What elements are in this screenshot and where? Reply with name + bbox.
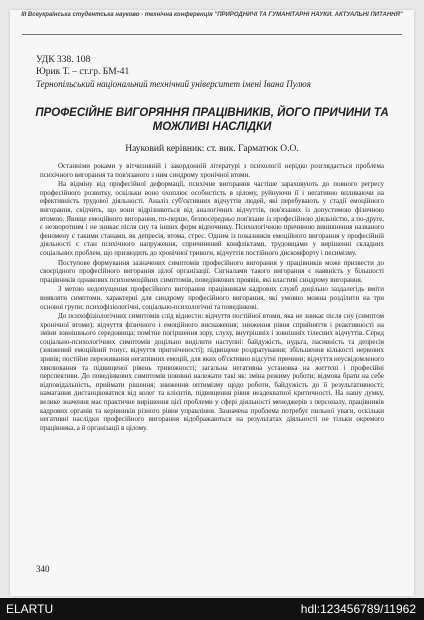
supervisor-line: Науковий керівник: ст. вик. Гарматюк О.О. <box>125 144 299 154</box>
body-paragraph: Поступове формування зазначених симптомів професійного вигорання у працівників може призвести до своєрідного професійного вигорання цілої організації. Сигналами такого вигорання є наявність у більшості працівників однакових психоемоційних симптомів, поведінкових проявів, які властиві синдрому вигорання. <box>40 258 384 284</box>
page-number: 340 <box>36 564 50 574</box>
body-paragraph: До психофізіологічних симптомів слід віднести: відчуття постійної втоми, яка не зникає після сну (симптом хронічної втоми); відчуття фізичного і емоційного виснаження; зниження рівня сприйняття і реактивності на зміни зовнішнього середовища; помітне погіршення зору, слуху, внутрішніх і зовнішніх тілесних відчуттів. Серед соціально-психологічних симптомів доцільно виділити наступні: байдужість, нудьга, пасивність та депресія (знижений емоційний тонус, відчуття пригніченості); підвищене роздратування; збільшення кількості нервових зривів; постійне переживання негативних емоцій, для яких об'єктивно відсутні причини; відчуття неусвідомленого хвилювання та підвищеної рівень тривожності; загальна негативна установка на життєві і професійні перспективи. До поведінкових симптомів повинні належати такі як: зміна режиму роботи; відмова брати на себе відповідальність, приймати рішення; зниження оптимізму щодо роботи, байдужість до її результативності; намагання дистанціюватися від колег та клієнтів, підвищення рівня неадекватної критичності. На нашу думку, велике значення має практичне вирішення цієї проблеми у сфері діяльності менеджерів з персоналу, працівників кадрових органів та керівників різного рівня управління. Зазначена проблема потребує пильної уваги, оскільки негативні наслідки професійного вигорання відображаються на результатах діяльності не тільки окремого працівника, а й організації в цілому. <box>40 312 384 432</box>
repository-footer <box>0 598 424 620</box>
udc-code: УДК 338. 108 <box>36 55 91 65</box>
affiliation: Тернопільський національний технічний університет імені Івана Пулюя <box>36 79 311 89</box>
article-title: ПРОФЕСІЙНЕ ВИГОРЯННЯ ПРАЦІВНИКІВ, ЙОГО ПРИЧИНИ ТА МОЖЛИВІ НАСЛІДКИ <box>35 107 389 133</box>
article-meta <box>36 54 311 90</box>
conference-header: III Всеукраїнська студентська науково - технічна конференція "ПРИРОДНИЧІ ТА ГУМАНІТАРНІ НАУКИ. АКТУАЛЬНІ ПИТАННЯ" <box>21 12 403 18</box>
header-divider <box>22 34 402 35</box>
handle-link[interactable]: hdl:123456789/11962 <box>300 602 416 616</box>
document-page <box>10 10 414 596</box>
author-line: Юрик Т. – ст.гр. БМ-41 <box>36 67 130 77</box>
repository-name: ELARTU <box>6 602 54 616</box>
body-paragraph: На відміну від професійної деформації, психічне вигорання частіше зараховують до повного регресу професійного розвитку, оскільки воно охоплює особистість в цілому, руйнуючи її і негативно впливаючи на ефективність трудової діяльності. Аналіз суб'єктивних відчуттів людей, які перебувають у стадії емоційного вигорання, свідчить, що вони відрізняються від аналогічних відчуттів, пов'язаних із допустимою фізичною втомою. Явище емоційного вигорання, по-перше, безпосередньо пов'язане із професійною діяльністю, а по-друге, є незворотним і не зникає після сну та інших форм відпочинку. Психологічною причиною виникнення названого феномену є такими станами, як депресія, втома, стрес. Одним із показників емоційного вигорання у професійній діяльності є стан психічного напруження, спричинений конфліктами, трудовщами у вирішенні складних соціальних проблем, що призводить до хронічної тривоги, відчуттів постійного дискомфорту і песимізму. <box>40 180 384 257</box>
article-body <box>40 162 384 433</box>
body-paragraph: Останніми роками у вітчизняній і закордонній літературі з психології нерідко розглядається проблема психічного вигорання та пов'язаного з ним синдрому хронічної втоми. <box>40 162 384 179</box>
body-paragraph: З метою недопущення професійного вигорання працівникам кадрових служб доцільно заздалегідь вміти виявляти симптоми, характерні для синдрому професійного вигорання, які умовно можна розділити на три основні групи: психофізіологічні, соціально-психологічні та поведінкові. <box>40 285 384 311</box>
